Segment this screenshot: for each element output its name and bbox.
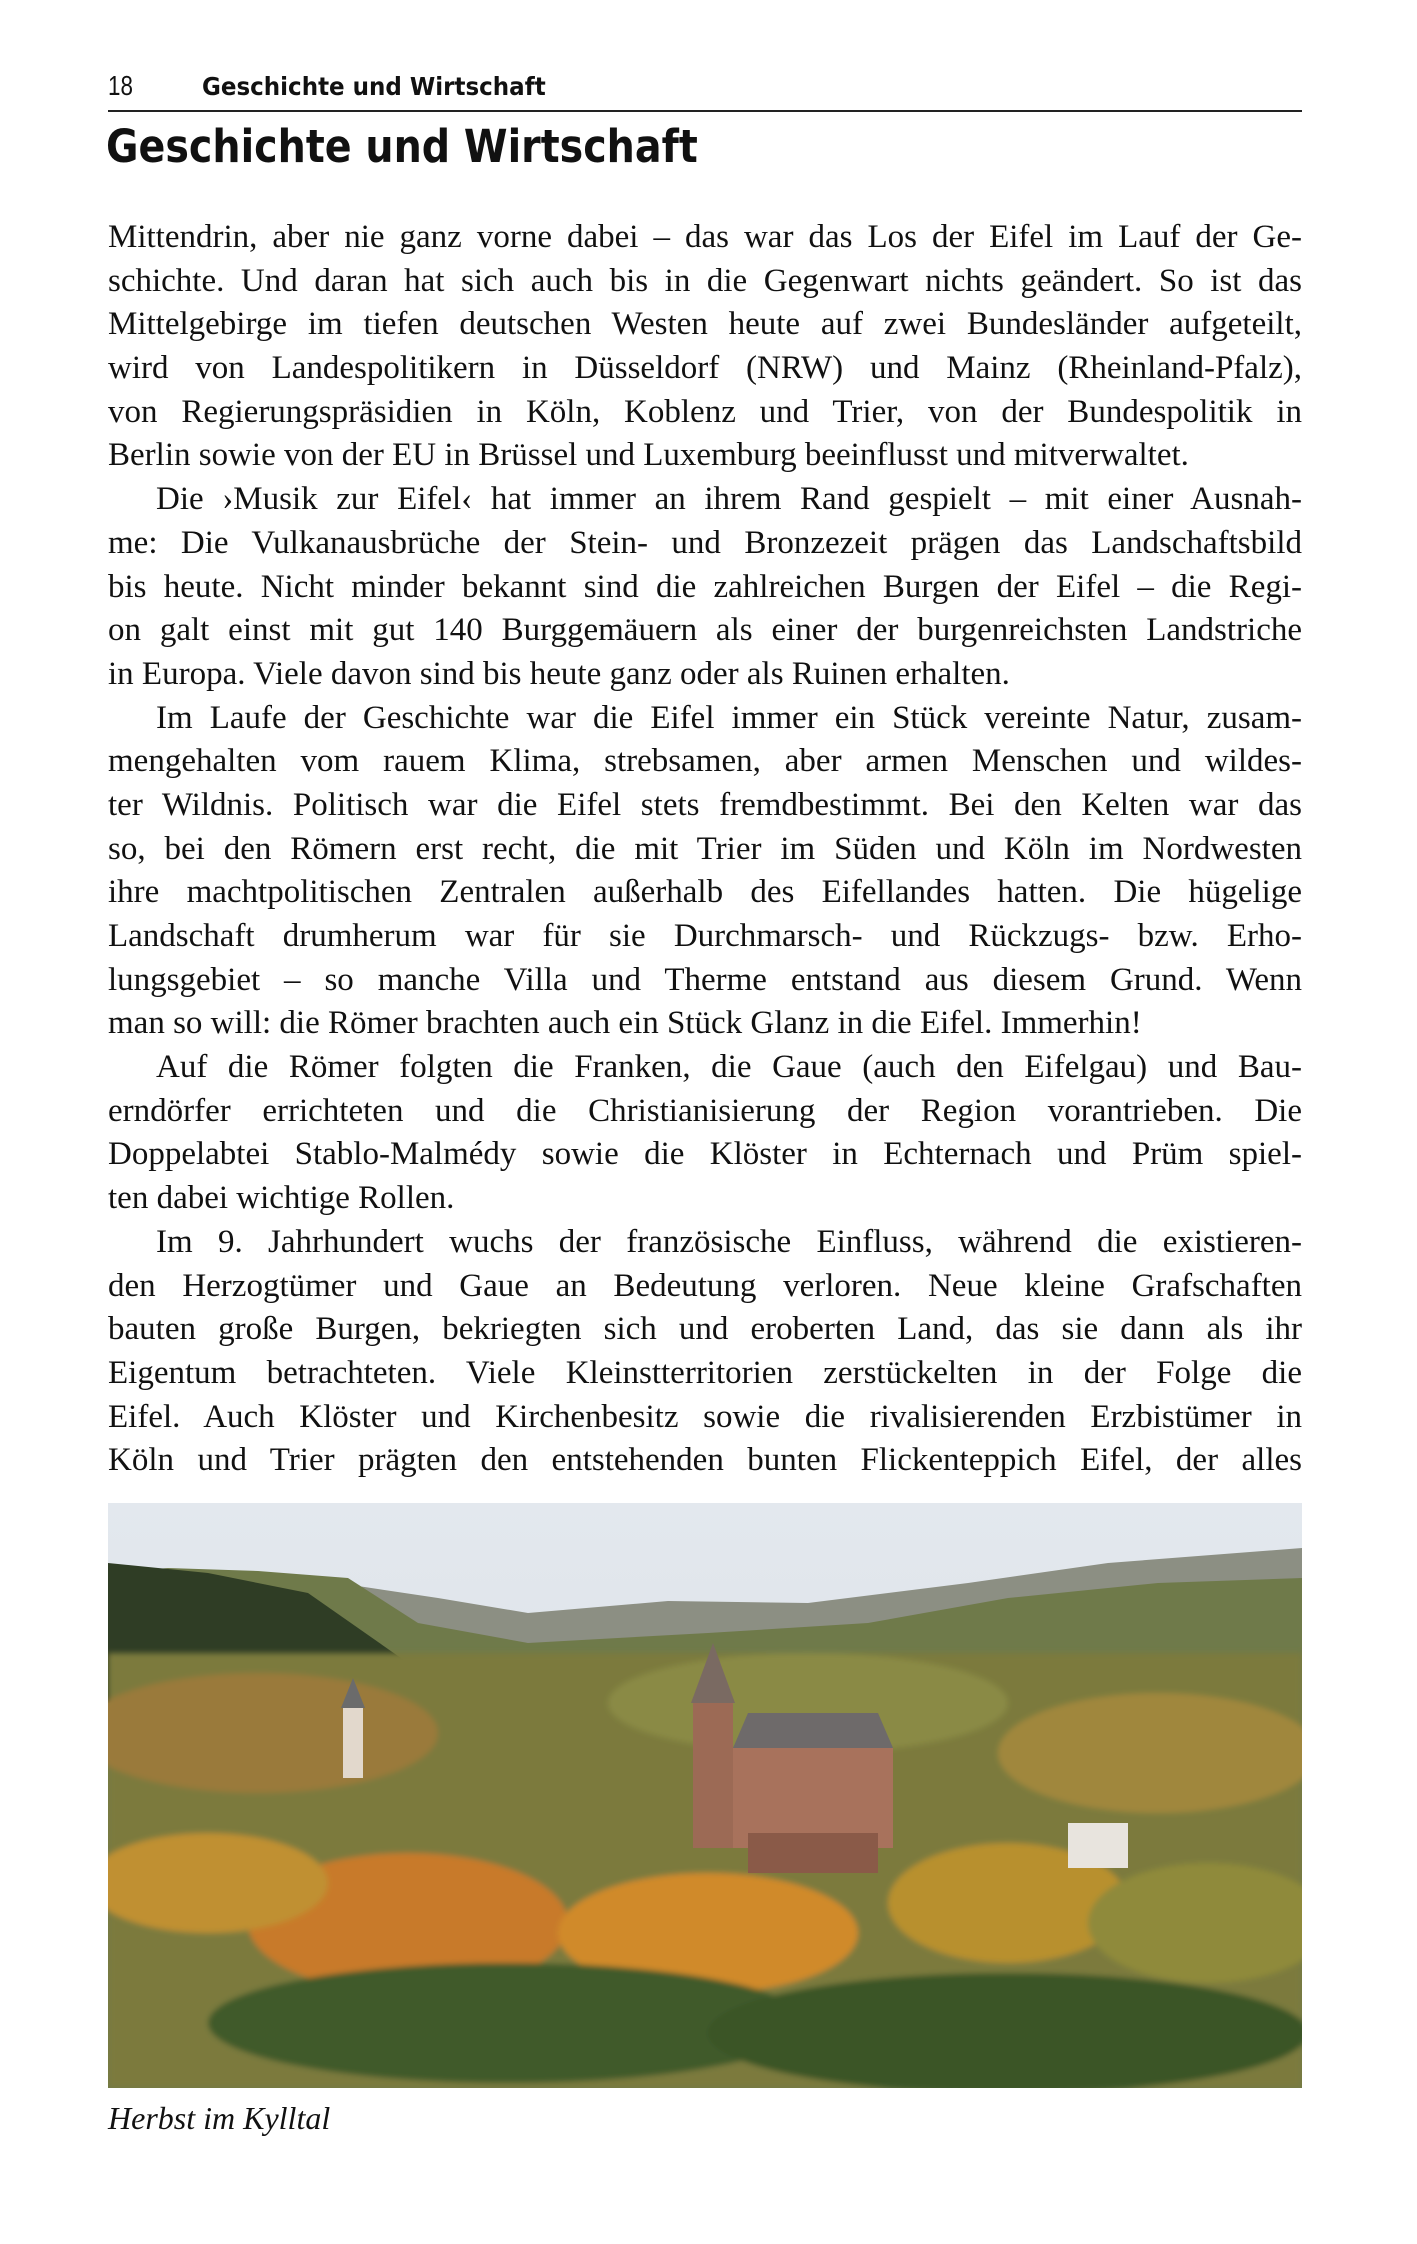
photo-autumn-kyll-valley	[108, 1503, 1302, 2088]
text-line: Köln und Trier prägten den entstehenden bunten Flickenteppich Eifel, der alles	[108, 1442, 1302, 1479]
running-title: Geschichte und Wirtschaft	[202, 72, 546, 101]
text-line: Eifel. Auch Klöster und Kirchenbesitz sowie die rivalisierenden Erzbistümer in	[108, 1398, 1302, 1435]
text-line: Die ›Musik zur Eifel‹ hat immer an ihrem Rand gespielt – mit einer Ausnah-	[156, 481, 1302, 518]
body-text	[108, 216, 1302, 1483]
running-header	[108, 70, 1302, 112]
text-line: bis heute. Nicht minder bekannt sind die zahlreichen Burgen der Eifel – die Regi-	[108, 568, 1302, 605]
text-line: on galt einst mit gut 140 Burggemäuern als einer der burgenreichsten Landstriche	[108, 612, 1302, 649]
text-line: Eigentum betrachteten. Viele Kleinstterritorien zerstückelten in der Folge die	[108, 1354, 1302, 1391]
text-line: Doppelabtei Stablo-Malmédy sowie die Klöster in Echternach und Prüm spiel-	[108, 1136, 1302, 1173]
text-line: ihre machtpolitischen Zentralen außerhalb des Eifellandes hatten. Die hügelige	[108, 874, 1302, 911]
text-line: Im 9. Jahrhundert wuchs der französische Einfluss, während die existieren-	[156, 1223, 1302, 1260]
text-line: mengehalten vom rauem Klima, strebsamen, aber armen Menschen und wildes-	[108, 743, 1302, 780]
text-line: wird von Landespolitikern in Düsseldorf (NRW) und Mainz (Rheinland-Pfalz),	[108, 350, 1302, 387]
text-line: schichte. Und daran hat sich auch bis in die Gegenwart nichts geändert. So ist das	[108, 262, 1302, 299]
text-line: Mittelgebirge im tiefen deutschen Westen heute auf zwei Bundesländer aufgeteilt,	[108, 306, 1302, 343]
text-line: in Europa. Viele davon sind bis heute ganz oder als Ruinen erhalten.	[108, 655, 1010, 692]
text-line: so, bei den Römern erst recht, die mit Trier im Süden und Köln im Nordwesten	[108, 830, 1302, 867]
text-line: ten dabei wichtige Rollen.	[108, 1180, 455, 1217]
landscape-image	[108, 1503, 1302, 2088]
photo-caption: Herbst im Kylltal	[108, 2100, 331, 2136]
text-line: bauten große Burgen, bekriegten sich und eroberten Land, das sie dann als ihr	[108, 1311, 1302, 1348]
text-line: me: Die Vulkanausbrüche der Stein- und Bronzezeit prägen das Landschaftsbild	[108, 524, 1302, 561]
text-line: Mittendrin, aber nie ganz vorne dabei – das war das Los der Eifel im Lauf der Ge-	[108, 219, 1302, 255]
text-line: lungsgebiet – so manche Villa und Therme entstand aus diesem Grund. Wenn	[108, 961, 1302, 998]
text-line: ter Wildnis. Politisch war die Eifel stets fremdbestimmt. Bei den Kelten war das	[108, 786, 1302, 823]
text-line: von Regierungspräsidien in Köln, Koblenz und Trier, von der Bundespolitik in	[108, 393, 1302, 430]
text-line: erndörfer errichteten und die Christianisierung der Region vorantrieben. Die	[108, 1092, 1302, 1129]
text-line: Landschaft drumherum war für sie Durchmarsch- und Rückzugs- bzw. Erho-	[108, 918, 1302, 954]
text-line: den Herzogtümer und Gaue an Bedeutung verloren. Neue kleine Grafschaften	[108, 1267, 1302, 1304]
chapter-title: Geschichte und Wirtschaft	[106, 120, 698, 173]
page-number: 18	[108, 70, 133, 101]
text-line: Im Laufe der Geschichte war die Eifel immer ein Stück vereinte Natur, zusam-	[156, 699, 1302, 736]
text-line: Berlin sowie von der EU in Brüssel und Luxemburg beeinflusst und mitverwaltet.	[108, 437, 1189, 474]
text-line: Auf die Römer folgten die Franken, die Gaue (auch den Eifelgau) und Bau-	[156, 1049, 1302, 1086]
text-line: man so will: die Römer brachten auch ein Stück Glanz in die Eifel. Immerhin!	[108, 1005, 1142, 1042]
